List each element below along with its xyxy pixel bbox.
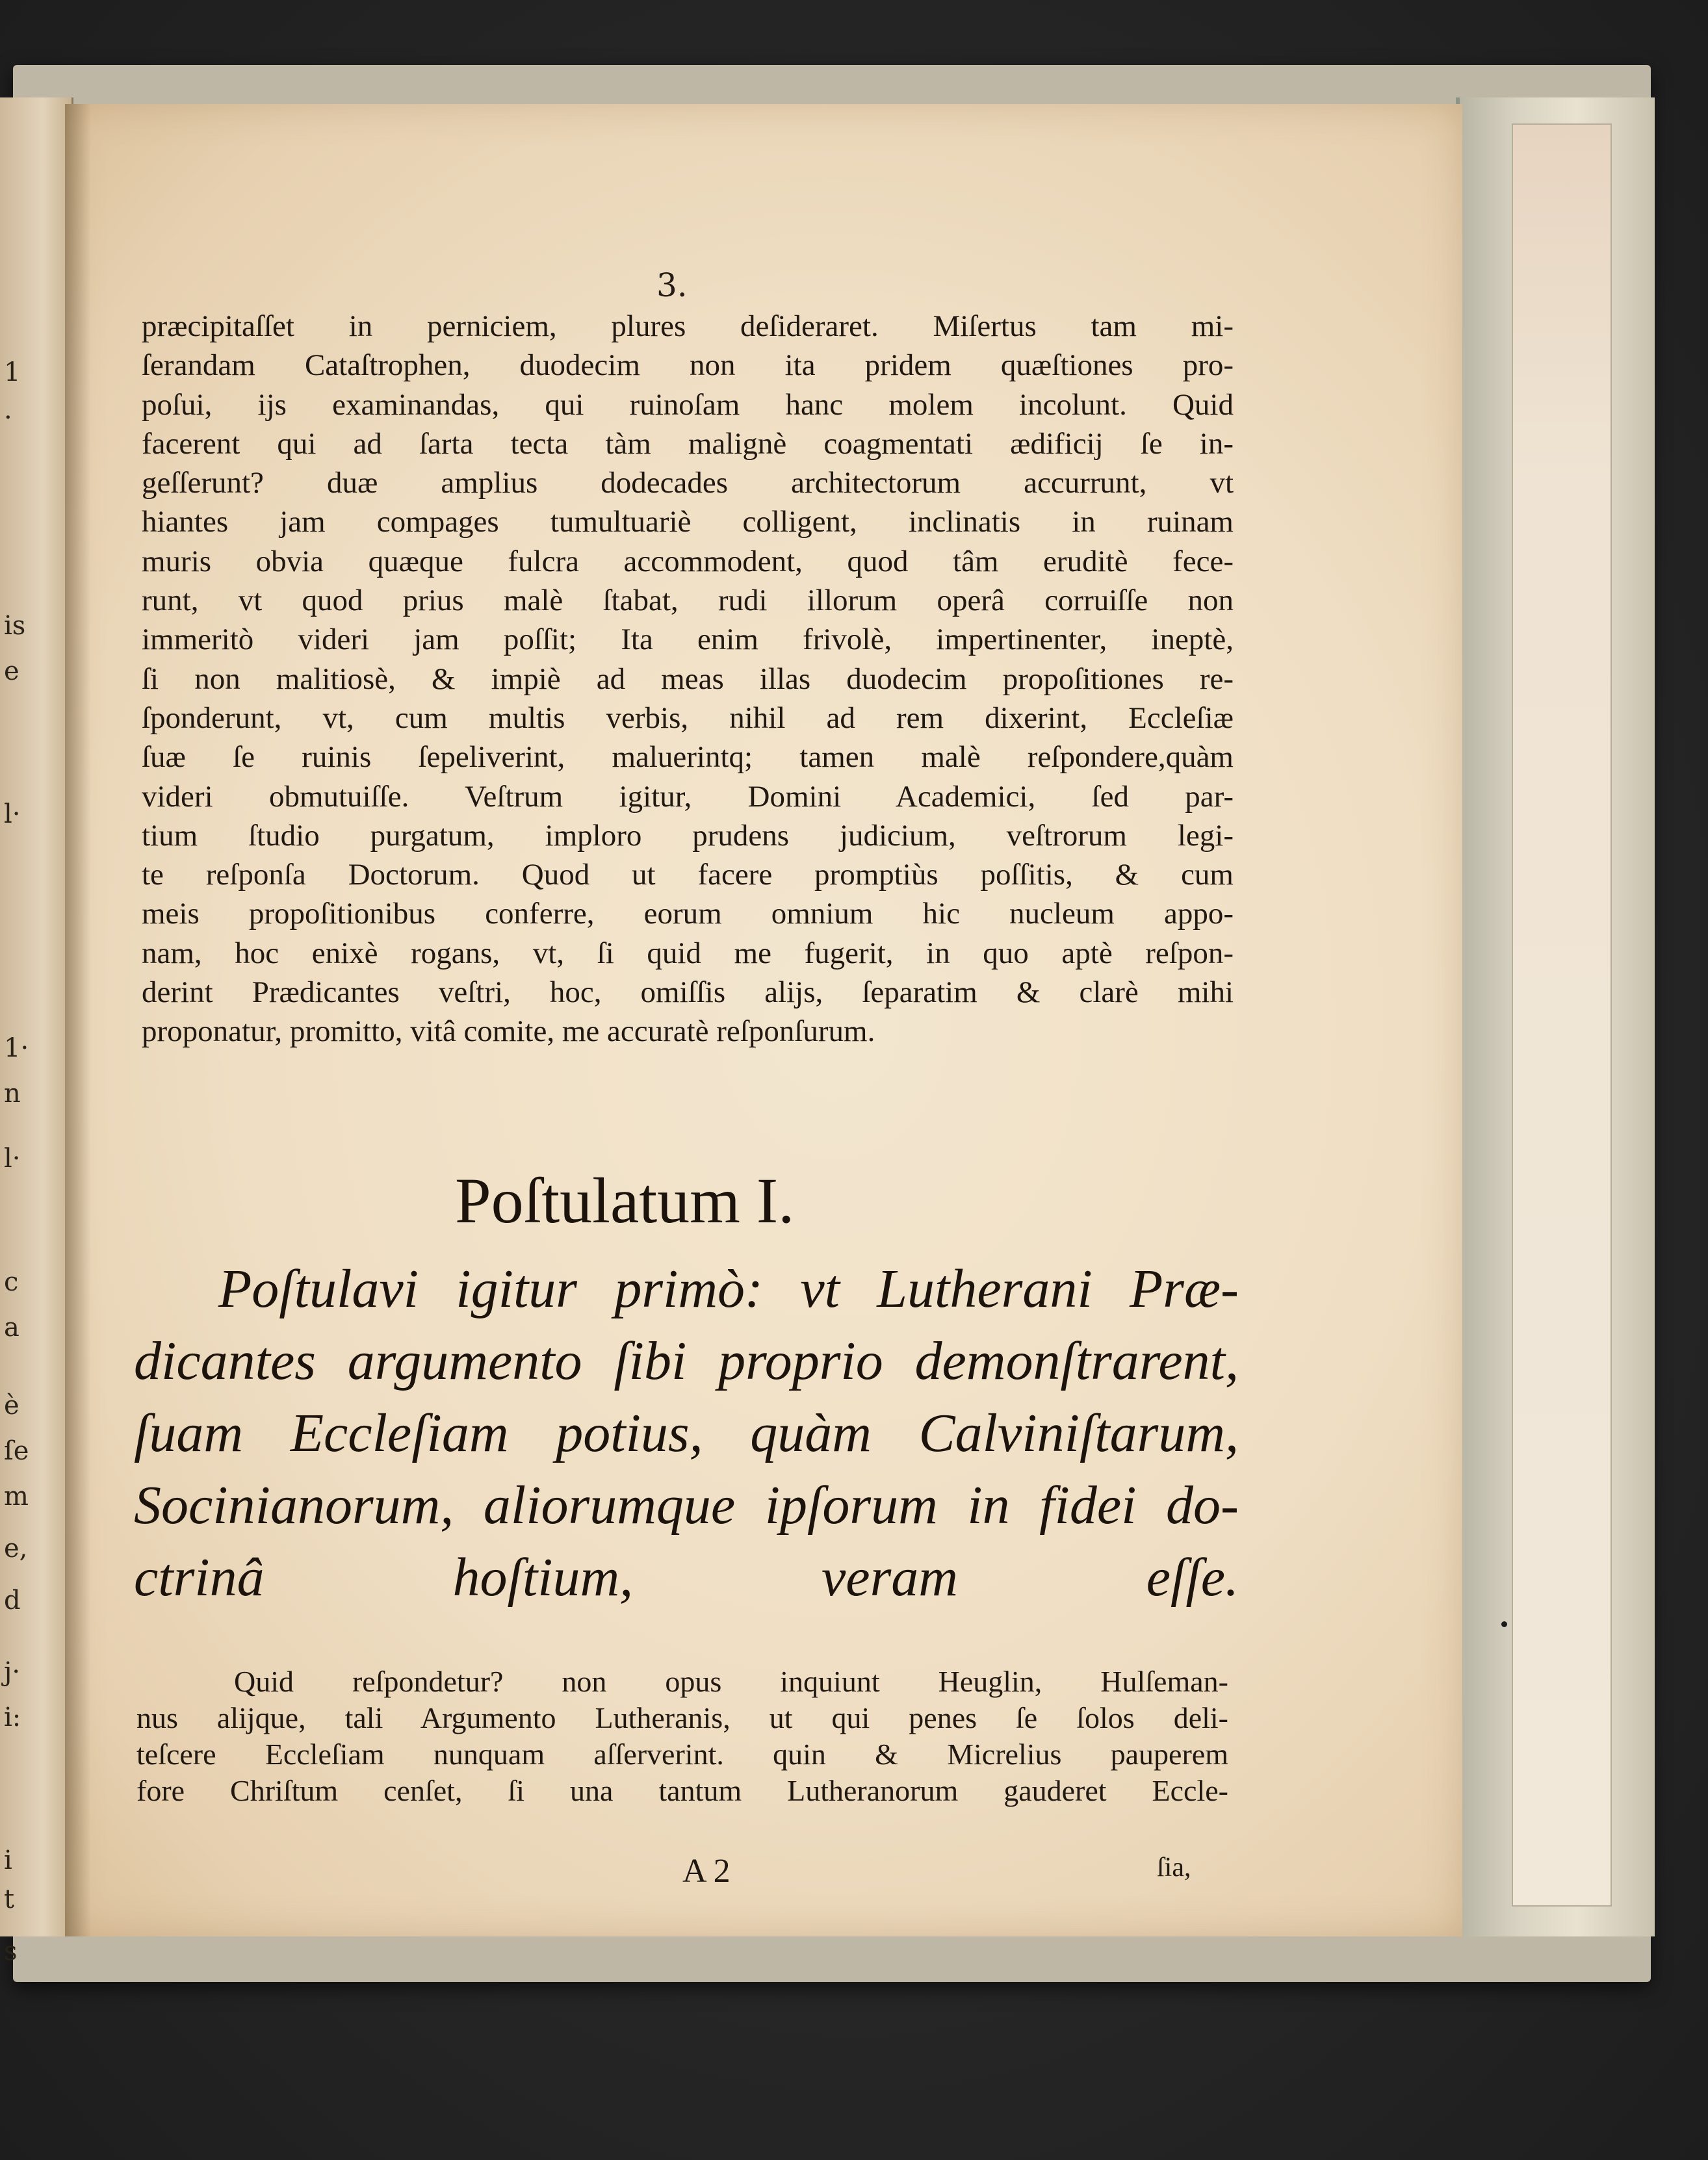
page-edge-inner (1512, 123, 1612, 1907)
prev-leaf-fragment: s (4, 1936, 18, 1966)
prev-leaf-fragment: e (4, 656, 19, 686)
prev-leaf-fragment: is (4, 611, 26, 641)
text-line: præcipitaſſet in perniciem, plures deſideraret. Miſertus tam mi- (142, 309, 1234, 343)
page-number: 3. (656, 266, 688, 304)
postulate-line: ſuam Eccleſiam potius, quàm Calviniſtarum, (134, 1403, 1239, 1463)
text-line: fore Chriſtum cenſet, ſi una tantum Lutheranorum gauderet Eccle- (136, 1774, 1228, 1807)
text-line: ſi non malitiosè, & impiè ad meas illas duodecim propoſitiones re- (142, 662, 1234, 696)
text-line: facerent qui ad ſarta tecta tàm malignè coagmentati ædificij ſe in- (142, 426, 1234, 461)
text-line: derint Prædicantes veſtri, hoc, omiſſis alijs, ſeparatim & clarè mihi (142, 975, 1234, 1010)
prev-leaf-fragment: l· (4, 799, 21, 829)
text-line: Quid reſpondetur? non opus inquiunt Heuglin, Hulſeman- (234, 1665, 1228, 1698)
text-line: ſuæ ſe ruinis ſepeliverint, maluerintq; tamen malè reſpondere,quàm (142, 740, 1234, 775)
text-line: nam, hoc enixè rogans, vt, ſi quid me fugerit, in quo aptè reſpon- (142, 936, 1234, 970)
text-line: runt, vt quod prius malè ſtabat, rudi illorum operâ corruiſſe non (142, 584, 1234, 618)
postulate-line: Socinianorum, aliorumque ipſorum in fidei do- (134, 1475, 1239, 1536)
text-line: tium ſtudio purgatum, imploro prudens judicium, veſtrorum legi- (142, 818, 1234, 853)
text-line: muris obvia quæque fulcra accommodent, quod tâm eruditè fece- (142, 544, 1234, 578)
catchword: ſia, (1157, 1853, 1191, 1883)
ink-dot (1501, 1621, 1507, 1627)
prev-leaf-fragment: d (4, 1586, 21, 1615)
text-line: teſcere Eccleſiam nunquam aſſerverint. quin & Micrelius pauperem (136, 1738, 1228, 1771)
postulate-line: Poſtulavi igitur primò: vt Lutherani Præ- (218, 1259, 1239, 1319)
signature-mark: A 2 (682, 1853, 731, 1890)
text-line: nus alijque, tali Argumento Lutheranis, ut qui penes ſe ſolos deli- (136, 1701, 1228, 1734)
postulate-line: dicantes argumento ſibi proprio demonſtrarent, (134, 1331, 1239, 1391)
text-line: hiantes jam compages tumultuariè colligent, inclinatis in ruinam (142, 505, 1234, 539)
prev-leaf-fragment: e, (4, 1534, 28, 1563)
prev-leaf-fragment: a (4, 1313, 19, 1343)
text-line: te reſponſa Doctorum. Quod ut facere promptiùs poſſitis, & cum (142, 858, 1234, 892)
prev-leaf-fragment: ſe (4, 1436, 29, 1466)
prev-leaf-fragment: l· (4, 1144, 21, 1174)
text-line: immeritò videri jam poſſit; Ita enim frivolè, impertinenter, ineptè, (142, 623, 1234, 657)
body-paragraph (142, 307, 1234, 1051)
text-line: poſui, ijs examinandas, qui ruinoſam hanc molem incolunt. Quid (142, 387, 1234, 422)
prev-leaf-fragment: · (4, 403, 12, 433)
previous-page-edge (0, 97, 73, 1966)
text-line: videri obmutuiſſe. Veſtrum igitur, Domini Academici, ſed par- (142, 779, 1234, 814)
text-line: meis propoſitionibus conferre, eorum omnium hic nucleum appo- (142, 897, 1234, 931)
prev-leaf-fragment: i: (4, 1703, 21, 1732)
page-gutter-shadow (65, 104, 91, 1936)
prev-leaf-fragment: t (4, 1884, 15, 1914)
prev-leaf-fragment: è (4, 1391, 19, 1421)
postulate-line: ctrinâ hoſtium, veram eſſe. (134, 1547, 1239, 1608)
prev-leaf-fragment: 1 (4, 357, 21, 387)
prev-leaf-fragment: j· (4, 1657, 21, 1687)
prev-leaf-fragment: c (4, 1267, 19, 1297)
prev-leaf-fragment: i (4, 1845, 12, 1875)
postulate-italic-block (134, 1253, 1239, 1614)
text-line: proponatur, promitto, vitâ comite, me accuratè reſponſurum. (142, 1014, 875, 1049)
text-line: ſerandam Cataſtrophen, duodecim non ita pridem quæſtiones pro- (142, 348, 1234, 383)
page-edge-stack (1456, 97, 1655, 1936)
text-line: geſſerunt? duæ amplius dodecades architectorum accurrunt, vt (142, 466, 1234, 500)
prev-leaf-fragment: m (4, 1482, 29, 1511)
section-heading: Poſtulatum I. (455, 1164, 795, 1237)
prev-leaf-fragment: n (4, 1079, 21, 1109)
prev-leaf-fragment: 1· (4, 1033, 29, 1063)
answer-paragraph (136, 1664, 1228, 1809)
text-line: ſponderunt, vt, cum multis verbis, nihil ad rem dixerint, Eccleſiæ (142, 701, 1234, 735)
